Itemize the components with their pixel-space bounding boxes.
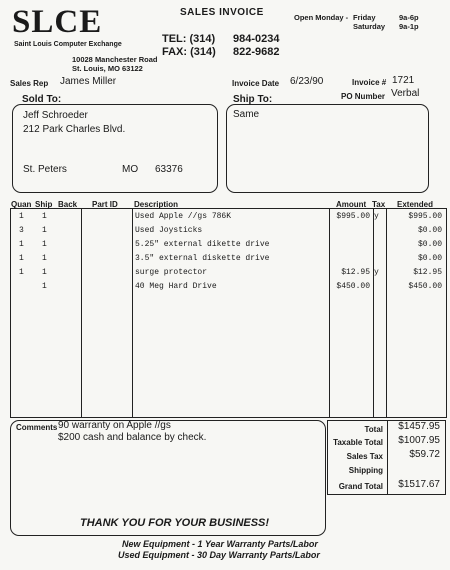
warranty-used: Used Equipment - 30 Day Warranty Parts/Labor <box>118 550 320 560</box>
cell-extended: $0.00 <box>417 240 442 249</box>
cell-amount: $12.95 <box>341 268 370 277</box>
comments-line1: 90 warranty on Apple //gs <box>58 420 171 431</box>
cell-extended: $12.95 <box>413 268 442 277</box>
thank-you-message: THANK YOU FOR YOUR BUSINESS! <box>80 517 270 529</box>
total-label: Total <box>364 425 383 434</box>
hours-time2: 9a-1p <box>399 22 419 31</box>
sold-to-state: MO <box>122 164 139 175</box>
hours-day2: Saturday <box>353 22 386 31</box>
sold-to-street: 212 Park Charles Blvd. <box>23 124 126 135</box>
tel-number: 984-0234 <box>233 33 280 45</box>
po-number-label: PO Number <box>341 92 386 101</box>
cell-extended: $0.00 <box>417 226 442 235</box>
cell-desc: Used Apple //gs 786K <box>135 212 232 221</box>
shipping-label: Shipping <box>348 466 383 475</box>
col-header-tax: Tax <box>372 200 386 209</box>
company-logo: SLCE <box>12 4 103 40</box>
cell-quan: 3 <box>19 226 24 235</box>
cell-extended: $450.00 <box>408 282 442 291</box>
col-divider <box>81 209 82 417</box>
invoice-date-label: Invoice Date <box>232 79 280 88</box>
col-header-part: Part ID <box>92 200 118 209</box>
sold-to-zip: 63376 <box>155 164 183 175</box>
sold-to-city: St. Peters <box>23 164 67 175</box>
warranty-new: New Equipment - 1 Year Warranty Parts/Labor <box>122 539 318 549</box>
company-name: Saint Louis Computer Exchange <box>14 41 122 48</box>
cell-ship: 1 <box>42 226 47 235</box>
cell-desc: 3.5" external diskette drive <box>135 254 270 263</box>
cell-ship: 1 <box>42 282 47 291</box>
invoice-number-value: 1721 <box>392 75 415 86</box>
cell-desc: surge protector <box>135 268 208 277</box>
taxable-total-value: $1007.95 <box>398 435 440 446</box>
col-divider <box>386 209 387 417</box>
cell-quan: 1 <box>19 240 24 249</box>
comments-line2: $200 cash and balance by check. <box>58 432 207 443</box>
po-number-value: Verbal <box>391 88 420 99</box>
col-divider <box>373 209 374 417</box>
invoice-date-value: 6/23/90 <box>290 76 324 87</box>
col-header-desc: Description <box>134 200 179 209</box>
cell-amount: $450.00 <box>336 282 370 291</box>
cell-amount: $995.00 <box>336 212 370 221</box>
col-header-back: Back <box>58 200 78 209</box>
fax-label: FAX: (314) <box>162 46 216 58</box>
col-divider <box>329 209 330 417</box>
company-address-line1: 10028 Manchester Road <box>72 55 158 64</box>
col-header-quan: Quan <box>11 200 32 209</box>
comments-label: Comments <box>16 423 58 432</box>
col-divider <box>132 209 133 417</box>
sales-rep-label: Sales Rep <box>10 79 49 88</box>
company-address-line2: St. Louis, MO 63122 <box>72 64 143 73</box>
cell-quan: 1 <box>19 268 24 277</box>
sales-tax-label: Sales Tax <box>346 452 383 461</box>
total-value: $1457.95 <box>398 421 440 432</box>
cell-extended: $0.00 <box>417 254 442 263</box>
cell-tax: y <box>374 268 379 277</box>
sales-rep-value: James Miller <box>60 76 117 87</box>
sales-tax-value: $59.72 <box>409 449 440 460</box>
cell-ship: 1 <box>42 254 47 263</box>
col-header-amount: Amount <box>336 200 367 209</box>
taxable-total-label: Taxable Total <box>333 438 383 447</box>
cell-desc: 40 Meg Hard Drive <box>135 282 217 291</box>
col-header-ship: Ship <box>35 200 53 209</box>
hours-label: Open Monday - <box>294 13 349 22</box>
invoice-title: SALES INVOICE <box>180 7 264 18</box>
cell-desc: Used Joysticks <box>135 226 203 235</box>
cell-tax: y <box>374 212 379 221</box>
grand-total-label: Grand Total <box>338 482 383 491</box>
col-header-extended: Extended <box>397 200 434 209</box>
cell-desc: 5.25" external dikette drive <box>135 240 270 249</box>
sold-to-label: Sold To: <box>22 94 62 105</box>
cell-ship: 1 <box>42 268 47 277</box>
ship-to-value: Same <box>233 109 260 120</box>
fax-number: 822-9682 <box>233 46 280 58</box>
sold-to-name: Jeff Schroeder <box>23 110 88 121</box>
cell-extended: $995.00 <box>408 212 442 221</box>
cell-quan: 1 <box>19 254 24 263</box>
cell-quan: 1 <box>19 212 24 221</box>
tel-label: TEL: (314) <box>162 33 216 45</box>
cell-ship: 1 <box>42 212 47 221</box>
cell-ship: 1 <box>42 240 47 249</box>
hours-day1: Friday <box>353 13 376 22</box>
grand-total-value: $1517.67 <box>398 479 440 490</box>
ship-to-label: Ship To: <box>233 94 273 105</box>
hours-time1: 9a-6p <box>399 13 419 22</box>
invoice-number-label: Invoice # <box>352 78 387 87</box>
